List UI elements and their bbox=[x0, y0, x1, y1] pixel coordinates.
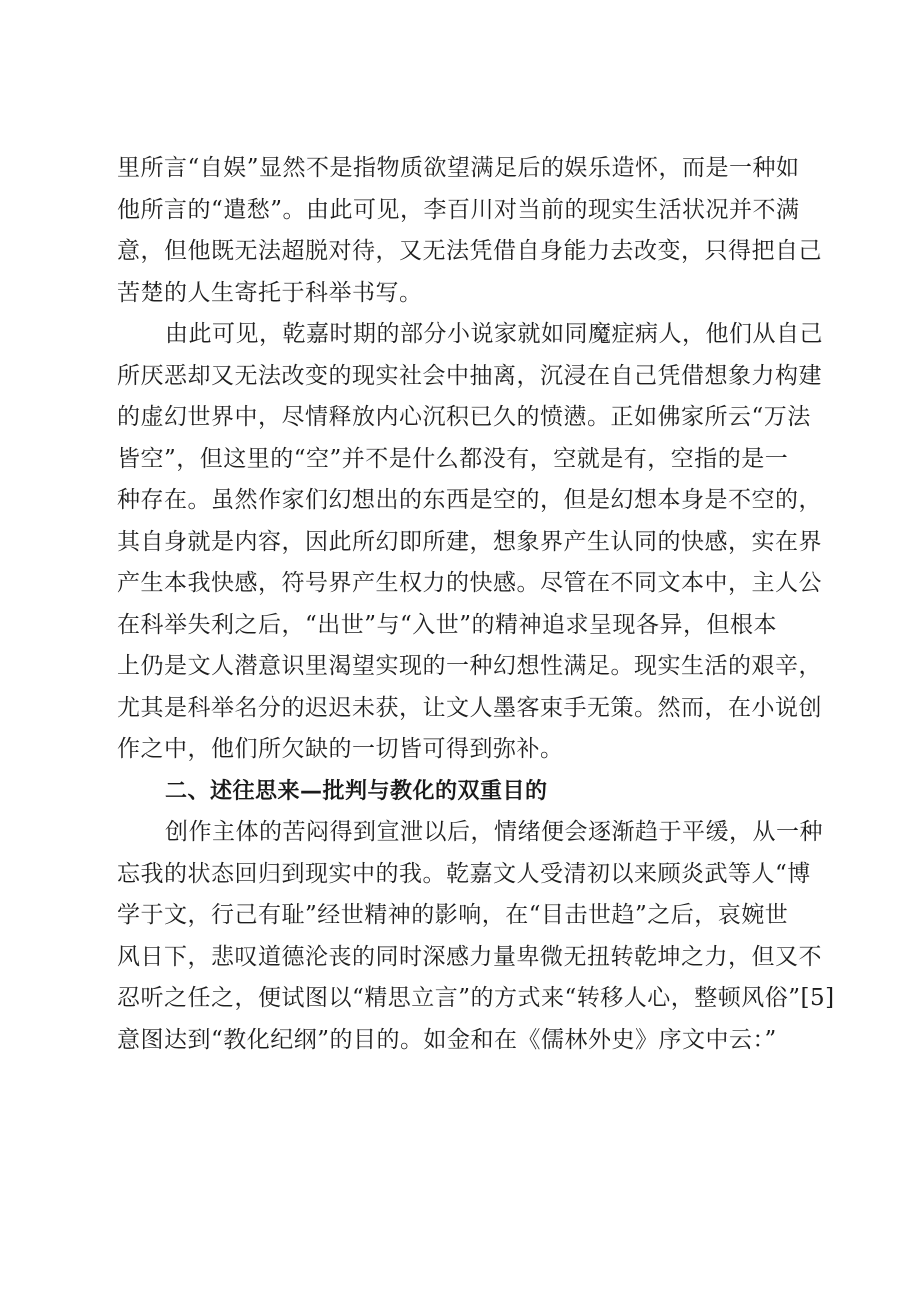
paragraph-2 bbox=[117, 314, 823, 771]
text-line: 他所言的“遣愁”。由此可见，李百川对当前的现实生活状况并不满 bbox=[117, 196, 800, 223]
text-line: 学于文，行己有耻”经世精神的影响，在“目击世趋”之后，哀婉世 bbox=[117, 902, 789, 928]
text-line: 其自身就是内容，因此所幻即所建，想象界产生认同的快感，实在界 bbox=[117, 528, 822, 555]
document-body bbox=[117, 148, 835, 1061]
paragraph-1 bbox=[117, 148, 822, 314]
paragraph-3 bbox=[117, 812, 835, 1061]
text-line: 里所言“自娱”显然不是指物质欲望满足后的娱乐造怀，而是一种如 bbox=[117, 155, 800, 181]
text-line: 上仍是文人潜意识里渴望实现的一种幻想性满足。现实生活的艰辛， bbox=[117, 653, 822, 679]
text-line: 在科举失利之后，“出世”与“入世”的精神追求呈现各异，但根本 bbox=[117, 611, 778, 638]
text-line: 创作主体的苦闷得到宣泄以后，情绪便会逐渐趋于平缓，从一种 bbox=[165, 819, 823, 845]
text-line: 苦楚的人生寄托于科举书写。 bbox=[117, 279, 423, 306]
section-heading: 二、述往思来—批判与教化的双重目的 bbox=[165, 778, 548, 804]
text-line: 意，但他既无法超脱对待，又无法凭借自身能力去改变，只得把自己 bbox=[117, 238, 822, 264]
text-line: 所厌恶却又无法改变的现实社会中抽离，沉浸在自己凭借想象力构建 bbox=[117, 362, 822, 389]
text-line: 的虚幻世界中，尽情释放内心沉积已久的愤懑。正如佛家所云“万法 bbox=[117, 404, 811, 430]
text-line: 种存在。虽然作家们幻想出的东西是空的，但是幻想本身是不空的， bbox=[117, 487, 822, 513]
text-line: 作之中，他们所欠缺的一切皆可得到弥补。 bbox=[117, 736, 564, 762]
text-line: 风日下，悲叹道德沦丧的同时深感力量卑微无扭转乾坤之力，但又不 bbox=[117, 943, 822, 970]
text-line: 皆空”，但这里的“空”并不是什么都没有，空就是有，空指的是一 bbox=[117, 445, 789, 472]
text-line: 由此可见，乾嘉时期的部分小说家就如同魔症病人，他们从自己 bbox=[165, 321, 823, 347]
text-line: 忘我的状态回归到现实中的我。乾嘉文人受清初以来顾炎武等人“博 bbox=[117, 860, 811, 887]
text-line: 忍听之任之，便试图以“精思立言”的方式来“转移人心，整顿风俗”[5] bbox=[117, 985, 835, 1011]
text-line: 产生本我快感，符号界产生权力的快感。尽管在不同文本中，主人公 bbox=[117, 570, 822, 596]
text-line: 意图达到“教化纪纲”的目的。如金和在《儒林外史》序文中云：” bbox=[117, 1026, 777, 1053]
text-line: 尤其是科举名分的迟迟未获，让文人墨客束手无策。然而，在小说创 bbox=[117, 694, 822, 721]
